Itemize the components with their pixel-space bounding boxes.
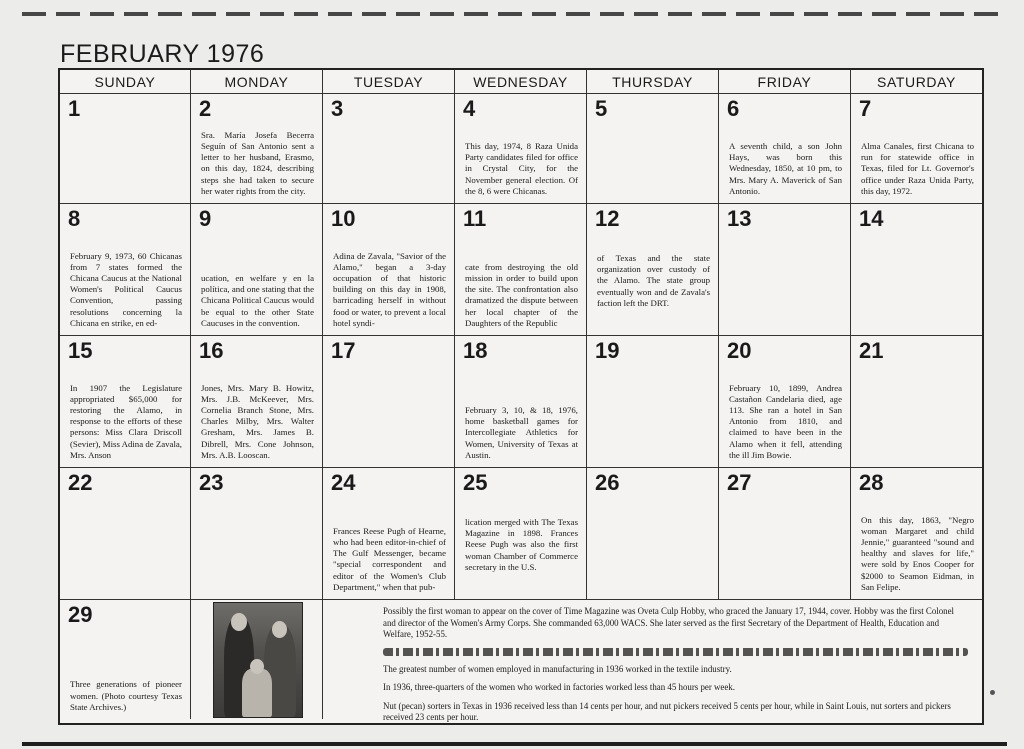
- ornamental-divider: [383, 648, 968, 656]
- day-cell-26: [587, 468, 719, 600]
- day-number: 9: [199, 206, 212, 231]
- day-note: Adina de Zavala, "Savior of the Alamo," began a 3-day occupation of that historic building on this day in 1908, barricading herself in without food or water, to prevent a local hotel syndi-: [333, 250, 446, 328]
- calendar-grid: [58, 68, 984, 725]
- day-number: 25: [463, 470, 488, 495]
- day-number: 3: [331, 96, 344, 121]
- day-cell-16: [191, 336, 323, 468]
- day-cell-29: [60, 600, 191, 719]
- day-note: February 3, 10, & 18, 1976, home basketball games for Intercollegiate Athletics for Women, University of Texas at Austin.: [465, 404, 578, 460]
- day-cell-5: [587, 94, 719, 204]
- hobby-note: Possibly the first woman to appear on the cover of Time Magazine was Oveta Culp Hobby, who graced the January 17, 1944, cover. Hobby was the first Colonel and director of the Women's Army Corps. She commanded 63,000 WACS. She later served as the first Secretary of the Department of Health, Education and Welfare, 1952-55.: [383, 606, 955, 639]
- day-number: 12: [595, 206, 620, 231]
- day-note: This day, 1974, 8 Raza Unida Party candidates filed for office in Crystal City, for the November general election. Of the 8, 6 were Chicanas.: [465, 140, 578, 196]
- day-number: 19: [595, 338, 620, 363]
- day-cell-25: [455, 468, 587, 600]
- factories-note: In 1936, three-quarters of the women who worked in factories worked less than 45 hours per week.: [383, 682, 735, 692]
- day-cell-21: [851, 336, 982, 468]
- pioneer-women-photo: [213, 602, 303, 718]
- day-cell-27: [719, 468, 851, 600]
- weekday-header-saturday: SATURDAY: [851, 70, 982, 94]
- day-number: 16: [199, 338, 224, 363]
- day-cell-19: [587, 336, 719, 468]
- day-number: 13: [727, 206, 752, 231]
- day-note: On this day, 1863, "Negro woman Margaret and child Jennie," guaranteed "sound and healthy and slaves for life," were sold by Enos Cooper for $2000 to Seamon Eidman, in San Felipe.: [861, 514, 974, 592]
- day-cell-18: [455, 336, 587, 468]
- day-cell-6: [719, 94, 851, 204]
- day-number: 15: [68, 338, 93, 363]
- pecan-note: Nut (pecan) sorters in Texas in 1936 received less than 14 cents per hour, and nut pickers received 5 cents per hour, while in Saint Louis, nut sorters and pickers received 23 cents per hour.: [383, 700, 951, 722]
- day-note: cate from destroying the old mission in order to build upon the site. The confrontation also dramatized the dispute between her local chapter of the Daughters of the Republic: [465, 261, 578, 328]
- weekday-header-wednesday: WEDNESDAY: [455, 70, 587, 94]
- day-number: 21: [859, 338, 884, 363]
- bottom-rule: [22, 742, 1007, 746]
- day-number: 6: [727, 96, 740, 121]
- day-cell-10: [323, 204, 455, 336]
- day-cell-11: [455, 204, 587, 336]
- page-speck: [990, 690, 995, 695]
- day-note: ucation, en welfare y en la política, and one stating that the Chicana Political Caucus would be equal to the other State Caucuses in the convention.: [201, 272, 314, 328]
- day-note: Frances Reese Pugh of Hearne, who had been editor-in-chief of The Gulf Messenger, became "special correspondent and editor of the Women's Club Department," when that pub-: [333, 525, 446, 592]
- weekday-header-tuesday: TUESDAY: [323, 70, 455, 94]
- day-number: 24: [331, 470, 356, 495]
- day-number: 10: [331, 206, 356, 231]
- day-cell-24: [323, 468, 455, 600]
- day-number: 17: [331, 338, 356, 363]
- day-cell-23: [191, 468, 323, 600]
- day-number: 22: [68, 470, 93, 495]
- day-number: 2: [199, 96, 212, 121]
- weekday-header-thursday: THURSDAY: [587, 70, 719, 94]
- day-number: 8: [68, 206, 81, 231]
- page-title: FEBRUARY 1976: [60, 40, 265, 68]
- day-cell-13: [719, 204, 851, 336]
- day-number: 7: [859, 96, 872, 121]
- day-cell-17: [323, 336, 455, 468]
- day-cell-1: [60, 94, 191, 204]
- day-number: 26: [595, 470, 620, 495]
- day-note: February 9, 1973, 60 Chicanas from 7 states formed the Chicana Caucus at the National Women's Political Caucus Convention, passing resolutions concerning la Chicana en strike, en ed-: [70, 250, 182, 328]
- day-cell-22: [60, 468, 191, 600]
- day-cell-15: [60, 336, 191, 468]
- day-note: A seventh child, a son John Hays, was born this Wednesday, 1850, at 10 pm, to Mrs. Mary A. Maverick of San Antonio.: [729, 140, 842, 196]
- day-cell-14: [851, 204, 982, 336]
- photo-cell: [191, 600, 323, 719]
- day-number: 5: [595, 96, 608, 121]
- day-number: 14: [859, 206, 884, 231]
- spiral-binding-holes: [22, 12, 1007, 16]
- day-cell-2: [191, 94, 323, 204]
- day-note: of Texas and the state organization over custody of the Alamo. The state group eventually won and de Zavala's faction left the DRT.: [597, 252, 710, 308]
- day-number: 28: [859, 470, 884, 495]
- day-note: In 1907 the Legislature appropriated $65,000 for restoring the Alamo, in response to the efforts of these persons: Miss Clara Driscoll (Sevier), Miss Adina de Zavala, Mrs. Anson: [70, 382, 182, 460]
- day-note: Alma Canales, first Chicana to run for statewide office in Texas, filed for Lt. Governor's office under Raza Unida Party, this day, 1972.: [861, 140, 974, 196]
- day-note: lication merged with The Texas Magazine in 1898. Frances Reese Pugh was also the first woman Chamber of Commerce secretary in the U.S.: [465, 516, 578, 572]
- day-number: 11: [463, 206, 487, 231]
- day-cell-12: [587, 204, 719, 336]
- weekday-header-monday: MONDAY: [191, 70, 323, 94]
- day-cell-20: [719, 336, 851, 468]
- day-number: 23: [199, 470, 224, 495]
- day-cell-3: [323, 94, 455, 204]
- day-number: 1: [68, 96, 81, 121]
- textile-note: The greatest number of women employed in manufacturing in 1936 worked in the textile industry.: [383, 663, 732, 674]
- day-number: 29: [68, 602, 93, 627]
- day-cell-9: [191, 204, 323, 336]
- day-cell-28: [851, 468, 982, 600]
- day-number: 20: [727, 338, 752, 363]
- day-cell-4: [455, 94, 587, 204]
- day-note: February 10, 1899, Andrea Castañon Candelaria died, age 113. She ran a hotel in San Antonio from 1810, and claimed to have been in the Alamo when it fell, attending the ill Jim Bowie.: [729, 382, 842, 460]
- day-number: 27: [727, 470, 752, 495]
- day-cell-8: [60, 204, 191, 336]
- footer-notes: [323, 600, 982, 722]
- day-number: 18: [463, 338, 488, 363]
- day-cell-7: [851, 94, 982, 204]
- weekday-header-sunday: SUNDAY: [60, 70, 191, 94]
- photo-caption: Three generations of pioneer women. (Photo courtesy Texas State Archives.): [70, 679, 182, 712]
- day-number: 4: [463, 96, 476, 121]
- day-note: Jones, Mrs. Mary B. Howitz, Mrs. J.B. McKeever, Mrs. Cornelia Branch Stone, Mrs. Charles Milby, Mrs. Walter Gresham, Mrs. James B. Dibrell, Mrs. Cone Johnson, Mrs. A.B. Looscan.: [201, 382, 314, 460]
- day-note: Sra. María Josefa Becerra Seguín of San Antonio sent a letter to her husband, Erasmo, on this day, 1824, describing steps she had taken to secure her water rights from the city.: [201, 129, 314, 196]
- weekday-header-friday: FRIDAY: [719, 70, 851, 94]
